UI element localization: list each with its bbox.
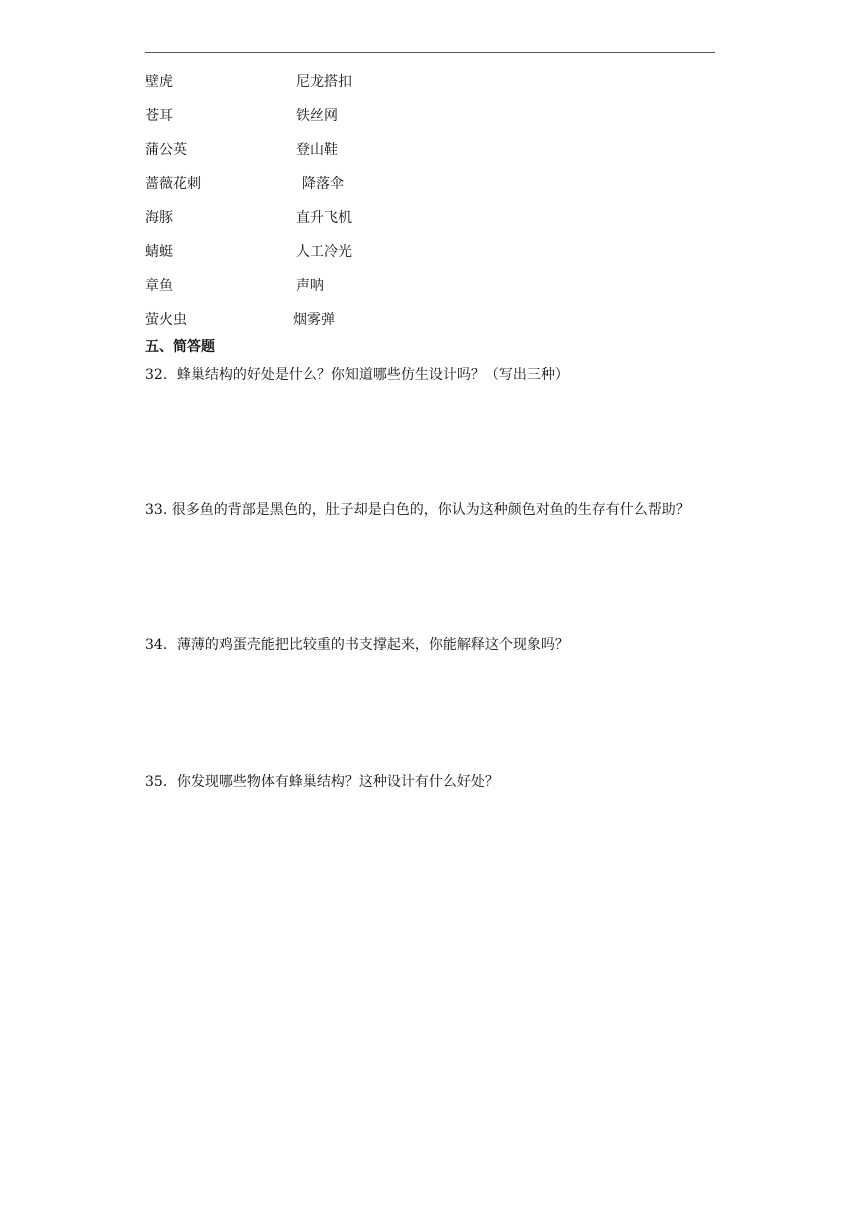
answer-area-33[interactable]	[145, 525, 715, 633]
section-title: 五、简答题	[145, 339, 215, 355]
question-33: 33. 很多鱼的背部是黑色的，肚子却是白色的，你认为这种颜色对鱼的生存有什么帮助？	[145, 502, 690, 518]
answer-area-32[interactable]	[145, 390, 715, 498]
matching-left-item: 萤火虫	[145, 312, 187, 328]
matching-left-item: 蜻蜓	[145, 244, 173, 260]
matching-right-item: 声呐	[296, 278, 324, 294]
matching-left-item: 壁虎	[145, 74, 173, 90]
matching-left-item: 章鱼	[145, 278, 173, 294]
matching-left-item: 海豚	[145, 210, 173, 226]
matching-left-item: 蒲公英	[145, 142, 187, 158]
matching-right-item: 降落伞	[302, 176, 344, 192]
matching-right-item: 尼龙搭扣	[296, 74, 352, 90]
question-35: 35．你发现哪些物体有蜂巢结构？这种设计有什么好处？	[145, 774, 499, 790]
matching-left-item: 苍耳	[145, 108, 173, 124]
answer-area-34[interactable]	[145, 660, 715, 768]
matching-right-item: 烟雾弹	[293, 312, 335, 328]
question-32: 32．蜂巢结构的好处是什么？你知道哪些仿生设计吗？（写出三种）	[145, 367, 569, 383]
matching-left-item: 蔷薇花刺	[145, 176, 201, 192]
matching-right-item: 登山鞋	[296, 142, 338, 158]
header-rule	[145, 52, 715, 53]
matching-right-item: 直升飞机	[296, 210, 352, 226]
matching-right-item: 人工冷光	[296, 244, 352, 260]
answer-area-35[interactable]	[145, 797, 715, 1097]
question-34: 34．薄薄的鸡蛋壳能把比较重的书支撑起来，你能解释这个现象吗？	[145, 637, 569, 653]
matching-right-item: 铁丝网	[296, 108, 338, 124]
